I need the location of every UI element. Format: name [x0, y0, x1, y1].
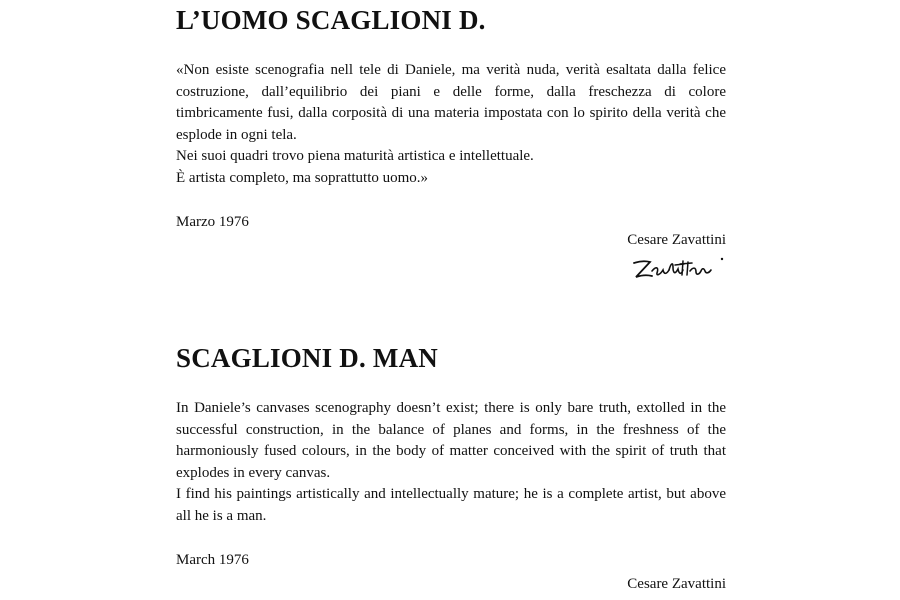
italian-date: Marzo 1976 [176, 214, 249, 230]
english-section [176, 342, 726, 592]
english-signature-name: Cesare Zavattini [627, 576, 726, 592]
italian-paragraph-1: «Non esiste scenografia nell tele di Daniele, ma verità nuda, verità esaltata dalla felice costruzione, dall’equilibrio dei piani e delle forme, dalla freschezza di colore timbricamente fusi, dalla corposità di una materia impostata con lo spirito della verità che esplode in ogni tela. [176, 62, 726, 143]
english-signature-block [627, 574, 726, 595]
handwritten-signature [626, 253, 726, 283]
italian-title: L’UOMO SCAGLIONI D. [176, 5, 486, 35]
italian-signature-name: Cesare Zavattini [627, 232, 726, 248]
italian-section [176, 0, 726, 248]
english-paragraph-1: In Daniele’s canvases scenography doesn’t exist; there is only bare truth, extolled in the successful construction, in the balance of planes and forms, in the freshness of the harmoniously fused colours, in the body of matter conceived with the spirit of truth that explodes in every canvas. [176, 400, 726, 481]
english-title: SCAGLIONI D. MAN [176, 343, 438, 373]
italian-quote [176, 60, 726, 189]
english-date: March 1976 [176, 552, 249, 568]
italian-signature-block [626, 230, 726, 283]
english-quote [176, 398, 726, 527]
italian-paragraph-2: Nei suoi quadri trovo piena maturità artistica e intellettuale. [176, 148, 534, 164]
english-paragraph-2: I find his paintings artistically and intellectually mature; he is a complete artist, but above all he is a man. [176, 486, 726, 524]
italian-paragraph-3: È artista completo, ma soprattutto uomo.» [176, 169, 429, 186]
